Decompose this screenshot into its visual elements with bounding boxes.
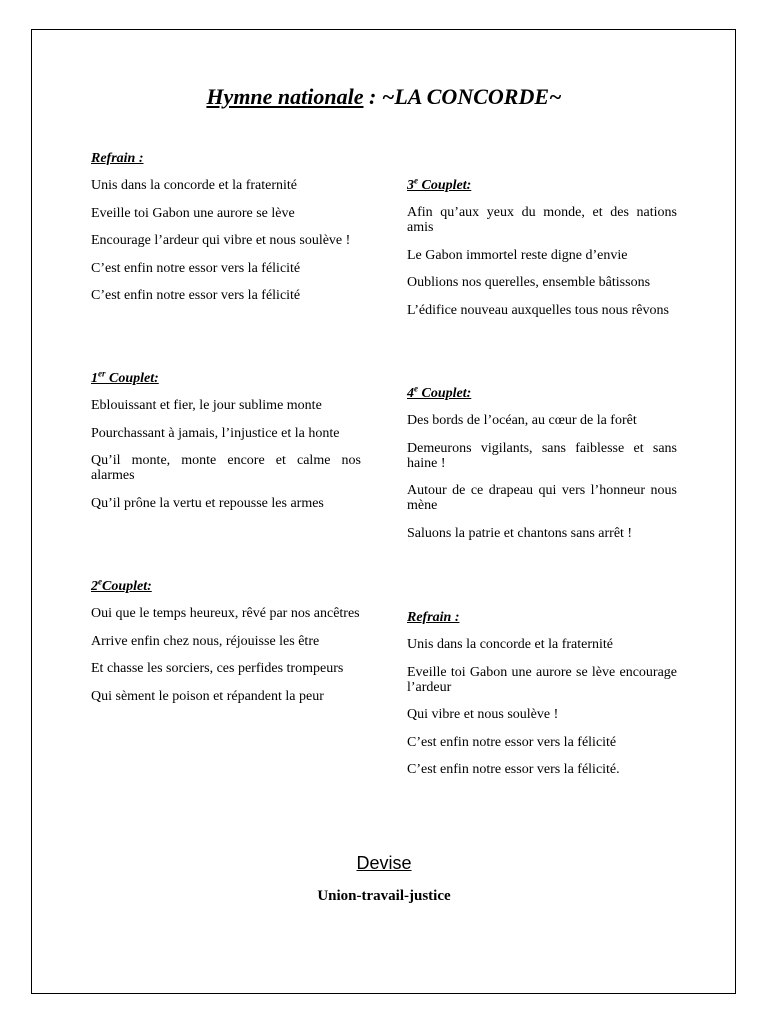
couplet1-heading (91, 368, 361, 386)
refrain-section (91, 151, 361, 316)
couplet3-section (407, 175, 677, 330)
couplet3-line: Afin qu’aux yeux du monde, et des nations amis (407, 205, 677, 235)
couplet2-line: Oui que le temps heureux, rêvé par nos ancêtres (91, 606, 360, 621)
couplet1-line: Eblouissant et fier, le jour sublime monte (91, 398, 322, 413)
refrain2-line: Qui vibre et nous soulève ! (407, 707, 559, 722)
couplet3-line: Oublions nos querelles, ensemble bâtissons (407, 275, 651, 290)
devise-title: Devise (356, 853, 412, 873)
couplet1-line: Qu’il prône la vertu et repousse les armes (91, 495, 324, 511)
couplet1-section (91, 368, 361, 523)
title-underlined: Hymne nationale (206, 84, 364, 109)
couplet3-number: 3 (407, 178, 414, 193)
couplet2-superscript: e (98, 576, 102, 587)
couplet4-line: Demeurons vigilants, sans faiblesse et sans haine ! (407, 440, 677, 471)
couplet2-heading (91, 576, 361, 594)
couplet1-line: Qu’il monte, monte encore et calme nos alarmes (91, 453, 361, 483)
couplet4-label: Couplet: (418, 386, 472, 401)
couplet3-superscript: e (414, 175, 418, 186)
couplet3-line: Le Gabon immortel reste digne d’envie (407, 247, 628, 263)
refrain2-section (407, 610, 677, 790)
couplet3-line: L’édifice nouveau auxquelles tous nous rêvons (407, 302, 669, 318)
refrain-heading: Refrain : (91, 151, 144, 166)
couplet3-heading (407, 175, 677, 193)
couplet2-line: Arrive enfin chez nous, réjouisse les être (91, 633, 320, 649)
couplet4-line: Des bords de l’océan, au cœur de la forêt (407, 413, 637, 428)
refrain2-line: C’est enfin notre essor vers la félicité (407, 734, 617, 750)
refrain2-heading: Refrain : (407, 610, 460, 625)
couplet2-line: Et chasse les sorciers, ces perfides trompeurs (91, 661, 344, 676)
couplet1-superscript: er (98, 368, 106, 379)
title-rest: : ~LA CONCORDE~ (363, 84, 562, 109)
refrain-line: Eveille toi Gabon une aurore se lève (91, 205, 295, 221)
refrain2-line: C’est enfin notre essor vers la félicité. (407, 762, 620, 777)
couplet2-number: 2 (91, 579, 98, 594)
couplet2-line: Qui sèment le poison et répandent la peur (91, 688, 324, 704)
refrain-line: Unis dans la concorde et la fraternité (91, 178, 298, 193)
refrain-line: C’est enfin notre essor vers la félicité (91, 288, 301, 303)
refrain2-line: Unis dans la concorde et la fraternité (407, 637, 614, 652)
refrain-line: Encourage l’ardeur qui vibre et nous soulève ! (91, 233, 351, 248)
couplet1-number: 1 (91, 371, 98, 386)
couplet4-line: Saluons la patrie et chantons sans arrêt ! (407, 525, 633, 541)
page-title (0, 84, 768, 110)
couplet1-label: Couplet: (105, 371, 159, 386)
couplet4-section (407, 383, 677, 553)
refrain-line: C’est enfin notre essor vers la félicité (91, 260, 301, 276)
couplet1-line: Pourchassant à jamais, l’injustice et la honte (91, 425, 340, 441)
couplet4-superscript: e (414, 383, 418, 394)
couplet3-label: Couplet: (418, 178, 472, 193)
couplet2-section (91, 576, 361, 716)
couplet4-number: 4 (407, 386, 414, 401)
refrain2-line: Eveille toi Gabon une aurore se lève encourage l’ardeur (407, 664, 677, 695)
couplet4-heading (407, 383, 677, 401)
devise-text: Union-travail-justice (317, 888, 451, 904)
couplet4-line: Autour de ce drapeau qui vers l’honneur nous mène (407, 483, 677, 513)
couplet2-label: Couplet: (102, 579, 152, 594)
